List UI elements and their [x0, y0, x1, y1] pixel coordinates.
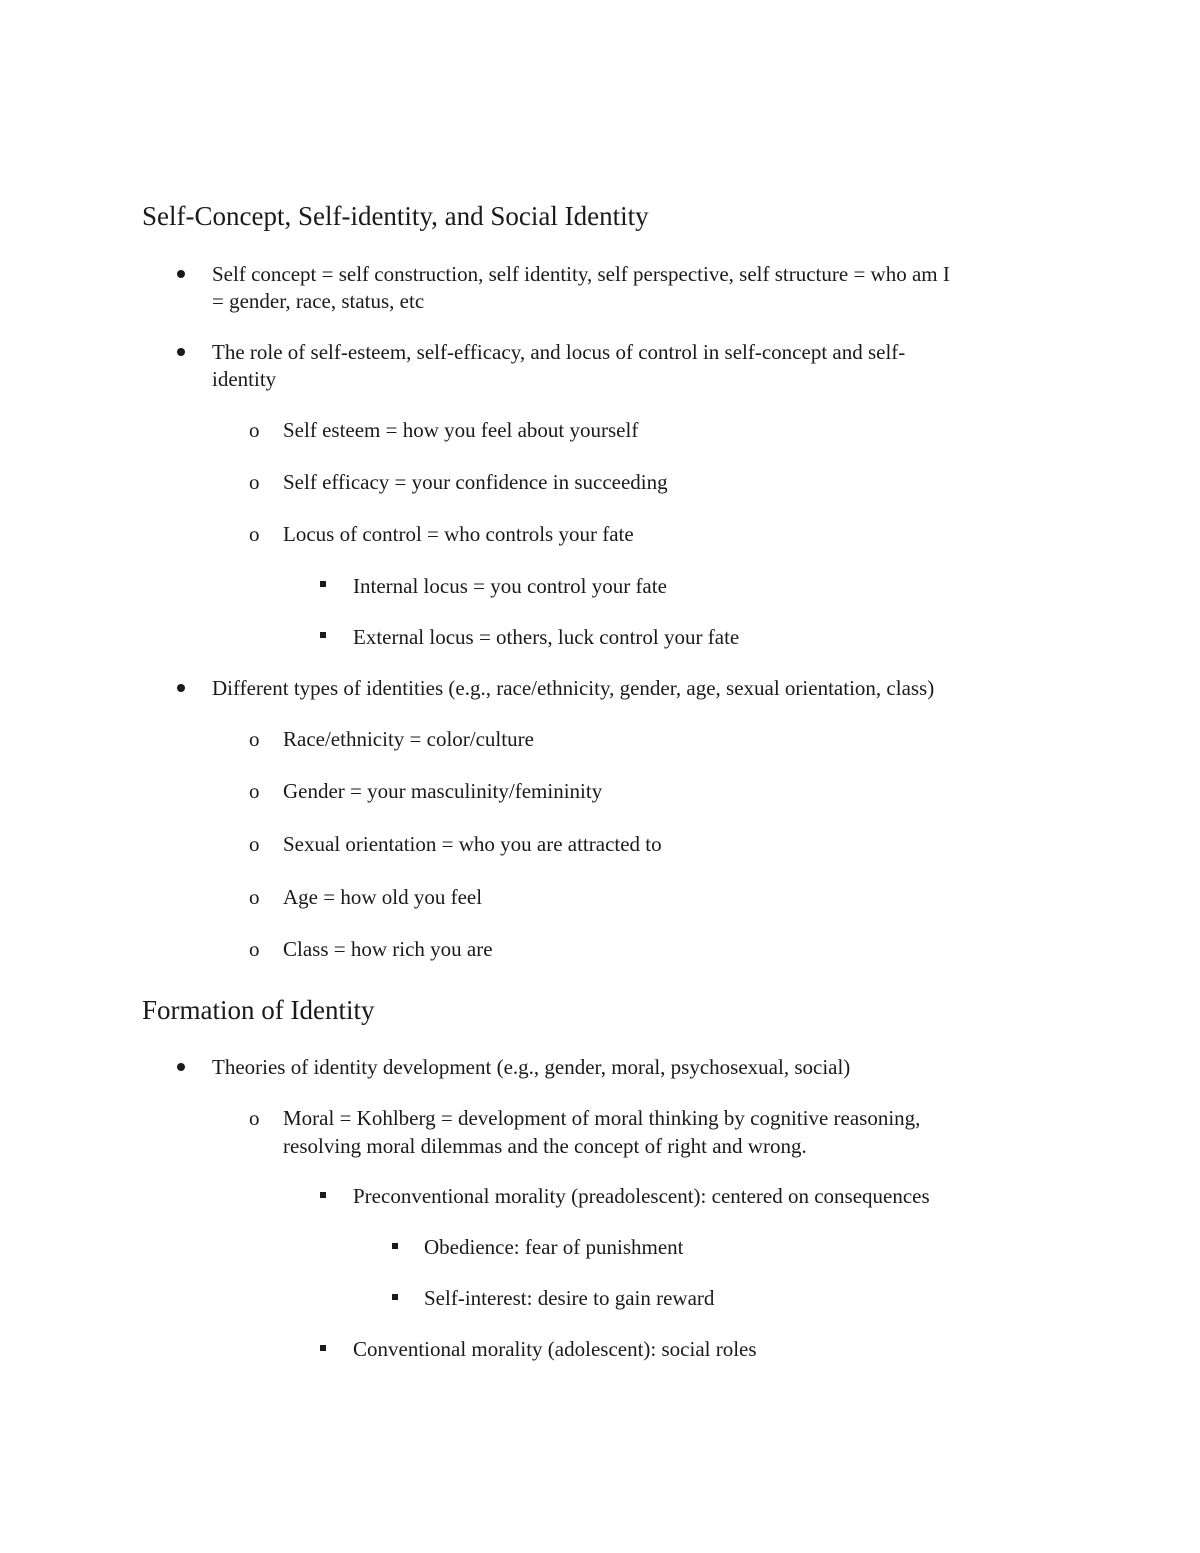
sub-list-item: Class = how rich you are	[283, 937, 493, 961]
list-item-text: Theories of identity development (e.g., gender, moral, psychosexual, social)	[212, 1055, 851, 1079]
sub-list-item: Sexual orientation = who you are attracted to	[283, 832, 662, 856]
bullet-icon	[177, 1063, 185, 1071]
section-heading-formation: Formation of Identity	[142, 995, 375, 1025]
sub-sub-list-item: External locus = others, luck control your fate	[353, 625, 740, 649]
square-bullet-icon	[320, 1192, 326, 1198]
square-bullet-icon	[320, 581, 326, 587]
sub-bullet-icon: o	[249, 885, 260, 909]
sub-bullet-icon: o	[249, 937, 260, 961]
bullet-icon	[177, 270, 185, 278]
list-item-text: Different types of identities (e.g., race/ethnicity, gender, age, sexual orientation, class)	[212, 676, 935, 700]
level4-list-item: Self-interest: desire to gain reward	[424, 1286, 715, 1310]
square-bullet-icon	[320, 632, 326, 638]
sub-sub-list-item: Conventional morality (adolescent): social roles	[353, 1337, 757, 1361]
list-item-text-continued: = gender, race, status, etc	[212, 289, 425, 313]
sub-list-item: Gender = your masculinity/femininity	[283, 779, 603, 803]
square-bullet-icon	[392, 1243, 398, 1249]
sub-sub-list-item: Internal locus = you control your fate	[353, 574, 667, 598]
list-item-text: The role of self-esteem, self-efficacy, and locus of control in self-concept and self-	[212, 340, 906, 364]
sub-list-item: Moral = Kohlberg = development of moral thinking by cognitive reasoning,	[283, 1106, 921, 1130]
sub-sub-list-item: Preconventional morality (preadolescent): centered on consequences	[353, 1184, 930, 1208]
square-bullet-icon	[392, 1294, 398, 1300]
sub-bullet-icon: o	[249, 727, 260, 751]
sub-bullet-icon: o	[249, 418, 260, 442]
level4-list-item: Obedience: fear of punishment	[424, 1235, 684, 1259]
list-item-text-continued: identity	[212, 367, 277, 391]
section-heading-self-concept: Self-Concept, Self-identity, and Social Identity	[142, 201, 649, 231]
sub-list-item: Self efficacy = your confidence in succeeding	[283, 470, 668, 494]
square-bullet-icon	[320, 1345, 326, 1351]
bullet-icon	[177, 348, 185, 356]
sub-list-item: Race/ethnicity = color/culture	[283, 727, 534, 751]
list-item-text: Self concept = self construction, self identity, self perspective, self structure = who am I	[212, 262, 950, 286]
sub-bullet-icon: o	[249, 779, 260, 803]
sub-list-item: Age = how old you feel	[283, 885, 483, 909]
sub-bullet-icon: o	[249, 522, 260, 546]
sub-bullet-icon: o	[249, 1106, 260, 1130]
sub-list-item: Locus of control = who controls your fate	[283, 522, 634, 546]
sub-bullet-icon: o	[249, 470, 260, 494]
sub-list-item-continued: resolving moral dilemmas and the concept of right and wrong.	[283, 1134, 807, 1158]
sub-list-item: Self esteem = how you feel about yourself	[283, 418, 639, 442]
bullet-icon	[177, 684, 185, 692]
sub-bullet-icon: o	[249, 832, 260, 856]
